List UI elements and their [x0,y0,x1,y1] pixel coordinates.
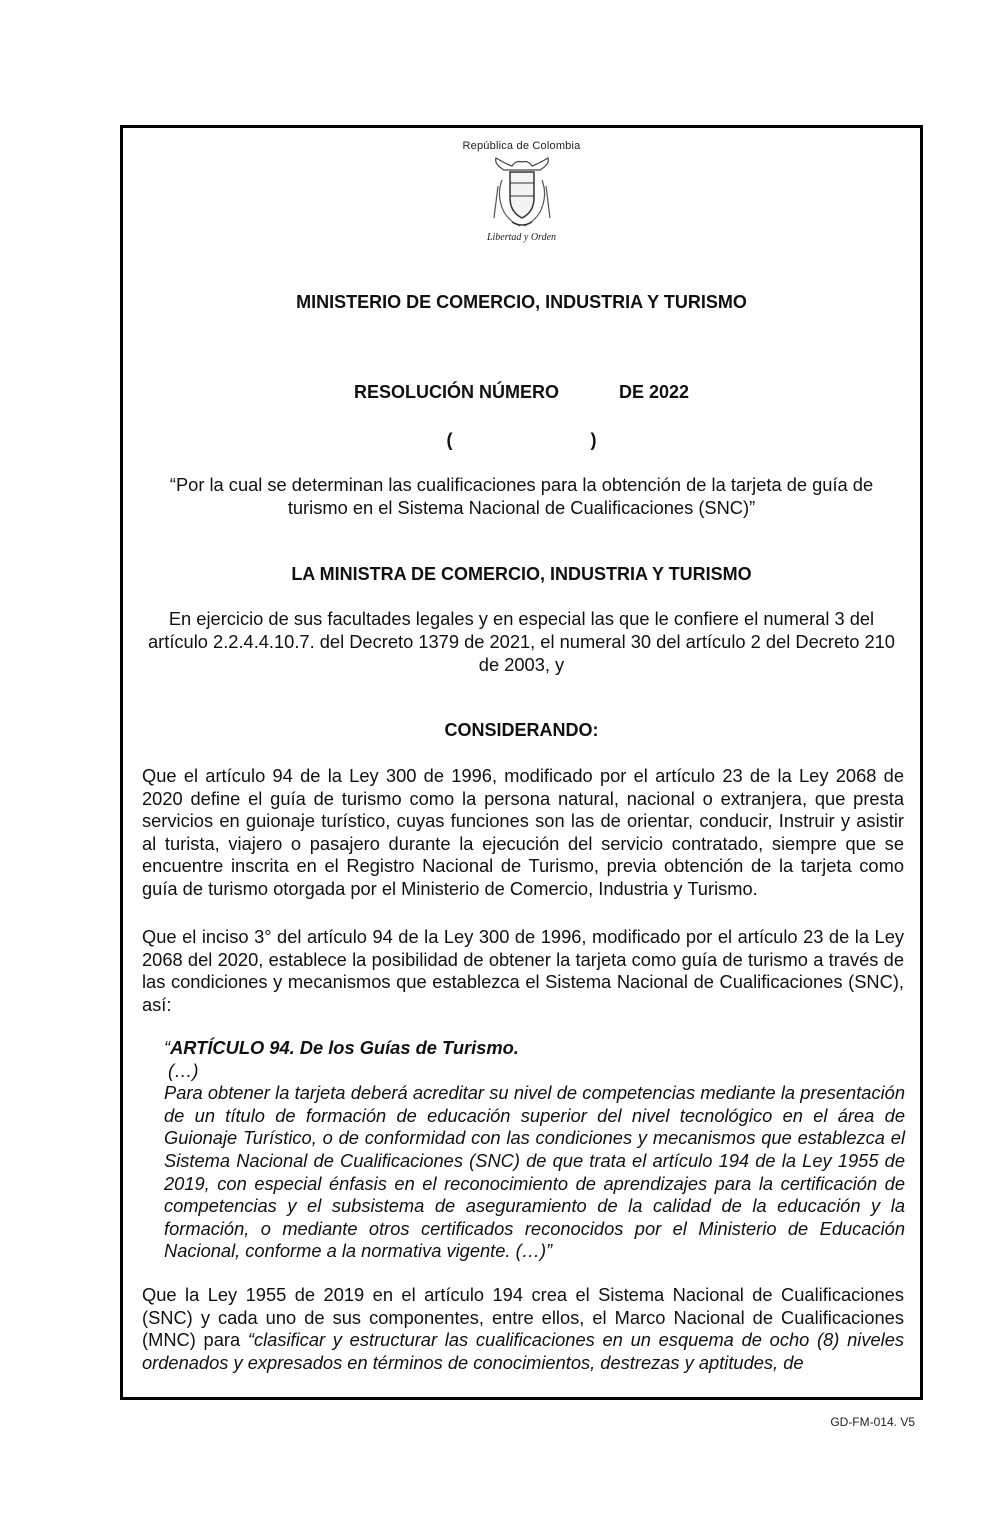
coat-of-arms-icon [490,156,554,230]
powers-paragraph: En ejercicio de sus facultades legales y en especial las que le confiere el numeral 3 del artículo 2.2.4.4.10.7. del Decreto 1379 de 2021, el numeral 30 del artículo 2 del Decreto 210 de 2003, y [148,608,895,675]
quote-ellipsis: (…) [168,1059,199,1081]
ministry-heading: MINISTERIO DE COMERCIO, INDUSTRIA Y TURISMO [296,292,747,312]
quote-open-mark: “ [164,1037,171,1058]
paragraph-1: Que el artículo 94 de la Ley 300 de 1996, modificado por el artículo 23 de la Ley 2068 de 2020 define el guía de turismo como la persona natural, nacional o extranjera, que presta servicios en guionaje turístico, cuyas funciones son las de orientar, conducir, Instruir y asistir al turista, viajero o pasajero durante la ejecución del servicio contratado, siempre que se encuentre inscrita en el Registro Nacional de Turismo, previa obtención de la tarjeta como guía de turismo otorgada por el Ministerio de Comercio, Industria y Turismo. [142,765,904,899]
coat-of-arms [123,140,920,243]
resolution-subject: “Por la cual se determinan las cualificaciones para la obtención de la tarjeta de guía de turismo en el Sistema Nacional de Cualificaciones (SNC)” [169,474,874,518]
close-paren: ) [590,430,597,450]
quote-body: Para obtener la tarjeta deberá acreditar su nivel de competencias mediante la presentación de un título de formación de educación superior del nivel tecnológico en el área de Guionaje Turístico, o de conformidad con las condiciones y mecanismos que establezca el Sistema Nacional de Cualificaciones (SNC) de que trata el artículo 194 de la Ley 1955 de 2019, con especial énfasis en el reconocimiento de aprendizajes para la certificación de competencias y el subsistema de aseguramiento de la calidad de la educación y la formación, o mediante otros certificados reconocidos por el Ministerio de Educación Nacional, conforme a la normativa vigente. (…)” [164,1082,905,1262]
form-code: GD-FM-014. V5 [830,1415,915,1429]
quoted-article [164,1037,905,1263]
paragraph-3 [142,1284,904,1374]
paragraph-3-text: Que la Ley 1955 de 2019 en el artículo 194 crea el Sistema Nacional de Cualificaciones (SNC) y cada uno de sus componentes, entre ellos, el Marco Nacional de Cualificaciones (MNC) para [142,1284,904,1351]
document-frame [120,125,923,1400]
resolution-date-line [123,430,920,451]
paragraph-3-quote: “clasificar y estructurar las cualificaciones en un esquema de ocho (8) niveles ordenados y expresados en términos de conocimientos, destrezas y aptitudes, de [142,1329,905,1373]
crest-top-text: República de Colombia [462,140,581,152]
open-paren: ( [446,430,453,450]
quote-title-text: ARTÍCULO 94. De los Guías de Turismo. [170,1037,519,1058]
minister-title: LA MINISTRA DE COMERCIO, INDUSTRIA Y TURISMO [291,564,752,584]
crest-motto: Libertad y Orden [486,232,557,243]
quote-title [164,1037,905,1060]
considerando-heading: CONSIDERANDO: [444,720,599,740]
resolution-label: RESOLUCIÓN NÚMERO [353,382,559,402]
resolution-year: DE 2022 [618,382,690,402]
paragraph-2: Que el inciso 3° del artículo 94 de la Ley 300 de 1996, modificado por el artículo 23 de la Ley 2068 del 2020, establece la posibilidad de obtener la tarjeta como guía de turismo a través de las condiciones y mecanismos que establezca el Sistema Nacional de Cualificaciones (SNC), así: [142,926,904,1015]
resolution-number-line [123,382,920,403]
